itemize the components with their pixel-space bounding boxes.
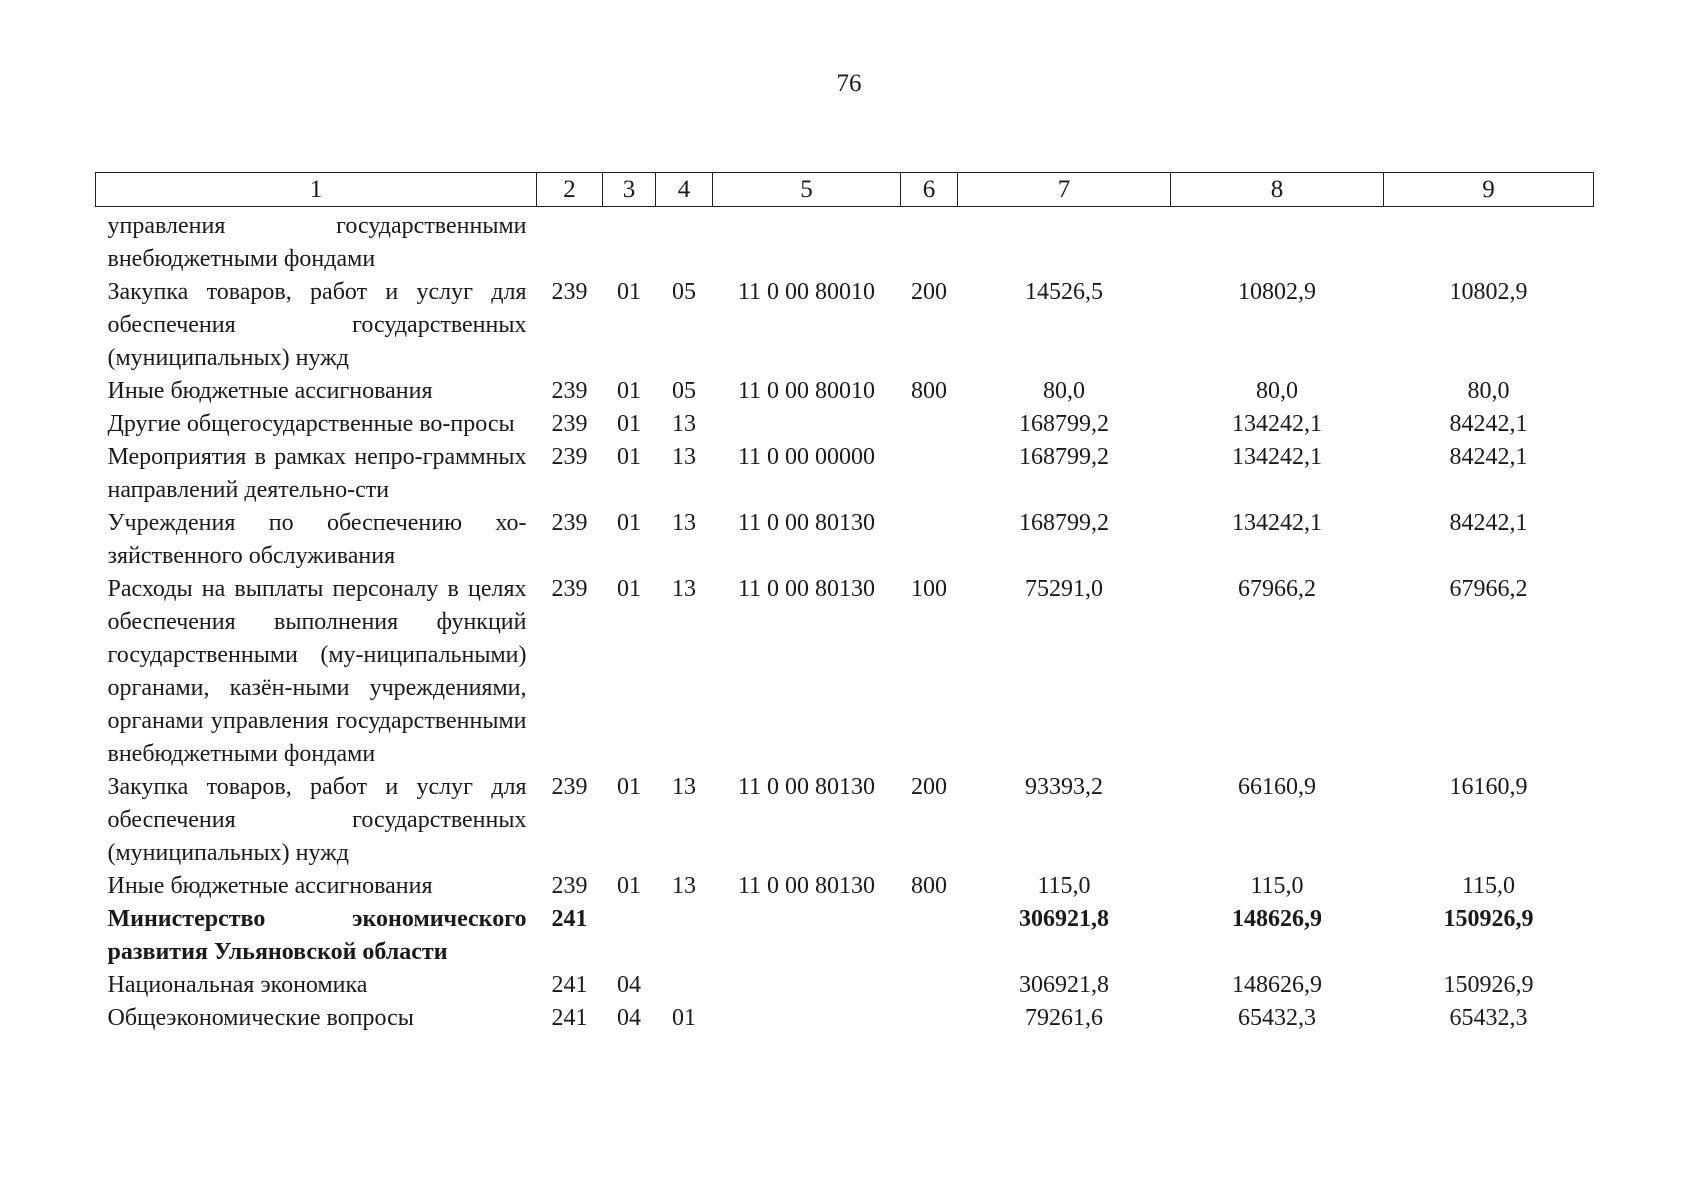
expense-type-code [901, 969, 958, 1002]
table-body [96, 207, 1594, 1036]
column-header: 8 [1171, 173, 1384, 207]
target-article-code: 11 0 00 80130 [737, 774, 876, 800]
amount-col7: 306921,8 [1019, 972, 1109, 998]
target-article-code: 11 0 00 80130 [737, 873, 876, 899]
amount-col9: 84242,1 [1449, 411, 1528, 437]
subsection-code [656, 207, 713, 277]
table-row [96, 375, 1594, 408]
row-name: управления государственными внебюджетными фондами [107, 213, 527, 272]
expense-type-code [901, 903, 958, 969]
row-name: Учреждения по обеспечению хо-зяйственного обслуживания [107, 510, 527, 569]
admin-code: 239 [551, 873, 588, 899]
table-row [96, 969, 1594, 1002]
admin-code: 241 [551, 972, 588, 998]
table-row [96, 441, 1594, 507]
section-code: 01 [617, 378, 641, 404]
amount-col7: 168799,2 [1019, 444, 1109, 470]
subsection-code: 13 [672, 873, 696, 899]
amount-col9: 80,0 [1467, 378, 1510, 404]
section-code: 01 [617, 279, 641, 305]
row-name: Иные бюджетные ассигнования [107, 378, 433, 404]
amount-col9: 84242,1 [1449, 444, 1528, 470]
target-article-code: 11 0 00 80130 [737, 510, 876, 536]
table-row [96, 573, 1594, 771]
subsection-code [656, 903, 713, 969]
section-code: 01 [617, 576, 641, 602]
section-code: 04 [617, 1005, 641, 1031]
amount-col7: 75291,0 [1025, 576, 1103, 602]
subsection-code: 13 [672, 510, 696, 536]
amount-col8: 148626,9 [1232, 906, 1322, 932]
amount-col9: 150926,9 [1443, 906, 1534, 932]
amount-col7: 306921,8 [1019, 906, 1109, 932]
admin-code: 239 [551, 444, 588, 470]
amount-col8: 67966,2 [1238, 576, 1316, 602]
subsection-code [656, 969, 713, 1002]
amount-col8: 134242,1 [1232, 444, 1322, 470]
row-name: Закупка товаров, работ и услуг для обеспечения государственных (муниципальных) нужд [107, 774, 527, 866]
target-article-code [713, 1002, 901, 1035]
target-article-code [713, 207, 901, 277]
table-row [96, 408, 1594, 441]
amount-col8: 66160,9 [1238, 774, 1316, 800]
amount-col9: 115,0 [1461, 873, 1516, 899]
amount-col7: 80,0 [1043, 378, 1085, 404]
amount-col7: 115,0 [1037, 873, 1091, 899]
section-code: 04 [617, 972, 641, 998]
row-name: Министерство экономического развития Ульяновской области [107, 906, 527, 965]
column-header: 6 [901, 173, 958, 207]
section-code: 01 [617, 444, 641, 470]
admin-code [537, 207, 603, 277]
admin-code: 241 [551, 1005, 588, 1031]
amount-col8: 134242,1 [1232, 411, 1322, 437]
subsection-code: 05 [672, 378, 696, 404]
row-name: Иные бюджетные ассигнования [107, 873, 433, 899]
target-article-code [713, 903, 901, 969]
row-name: Национальная экономика [107, 972, 368, 998]
subsection-code: 13 [672, 411, 696, 437]
page-number: 76 [836, 70, 862, 97]
table-row [96, 903, 1594, 969]
amount-col8 [1171, 207, 1384, 277]
amount-col9: 67966,2 [1449, 576, 1528, 602]
amount-col7: 168799,2 [1019, 510, 1109, 536]
subsection-code: 13 [672, 774, 696, 800]
table-row [96, 1002, 1594, 1035]
expense-type-code [901, 408, 958, 441]
table-row [96, 507, 1594, 573]
target-article-code [713, 969, 901, 1002]
table-row [96, 276, 1594, 375]
expense-type-code: 100 [911, 576, 947, 602]
target-article-code: 11 0 00 80010 [737, 378, 876, 404]
admin-code: 239 [551, 774, 588, 800]
section-code: 01 [617, 873, 641, 899]
amount-col9: 10802,9 [1449, 279, 1528, 305]
budget-table [95, 172, 1594, 1035]
section-code: 01 [617, 510, 641, 536]
row-name: Мероприятия в рамках непро-граммных направлений деятельно-сти [107, 444, 527, 503]
expense-type-code [901, 507, 958, 573]
section-code: 01 [617, 411, 641, 437]
admin-code: 239 [551, 576, 588, 602]
column-header: 4 [656, 173, 713, 207]
subsection-code: 13 [672, 444, 696, 470]
section-code [603, 903, 656, 969]
expense-type-code: 800 [911, 378, 947, 404]
column-header: 1 [96, 173, 537, 207]
target-article-code: 11 0 00 80130 [737, 576, 876, 602]
subsection-code: 01 [672, 1005, 696, 1031]
column-header: 7 [958, 173, 1171, 207]
target-article-code: 11 0 00 00000 [737, 444, 876, 470]
expense-type-code: 200 [911, 279, 947, 305]
admin-code: 239 [551, 411, 588, 437]
amount-col9 [1384, 207, 1594, 277]
table-row [96, 207, 1594, 277]
amount-col8: 134242,1 [1232, 510, 1322, 536]
amount-col7: 93393,2 [1025, 774, 1103, 800]
target-article-code: 11 0 00 80010 [737, 279, 876, 305]
section-code [603, 207, 656, 277]
amount-col7: 79261,6 [1025, 1005, 1103, 1031]
table-header-row [96, 173, 1594, 207]
row-name: Закупка товаров, работ и услуг для обеспечения государственных (муниципальных) нужд [107, 279, 527, 371]
target-article-code [713, 408, 901, 441]
amount-col8: 80,0 [1256, 378, 1298, 404]
expense-type-code [901, 207, 958, 277]
column-header: 3 [603, 173, 656, 207]
amount-col7: 168799,2 [1019, 411, 1109, 437]
amount-col8: 115,0 [1250, 873, 1304, 899]
admin-code: 239 [551, 378, 588, 404]
column-header: 9 [1384, 173, 1594, 207]
column-header: 5 [713, 173, 901, 207]
table-row [96, 870, 1594, 903]
amount-col7 [958, 207, 1171, 277]
row-name: Расходы на выплаты персоналу в целях обеспечения выполнения функций государственными (му-ниципальными) органами, казён-ными учреждениями, органами управления государственными внебюджетными фондами [107, 576, 527, 767]
column-header: 2 [537, 173, 603, 207]
amount-col7: 14526,5 [1025, 279, 1103, 305]
section-code: 01 [617, 774, 641, 800]
table-row [96, 771, 1594, 870]
admin-code: 241 [551, 906, 588, 932]
admin-code: 239 [551, 279, 588, 305]
amount-col8: 65432,3 [1238, 1005, 1316, 1031]
row-name: Общеэкономические вопросы [107, 1005, 414, 1031]
expense-type-code: 800 [911, 873, 947, 899]
amount-col8: 148626,9 [1232, 972, 1322, 998]
row-name: Другие общегосударственные во-просы [107, 411, 515, 437]
admin-code: 239 [551, 510, 588, 536]
subsection-code: 05 [672, 279, 696, 305]
expense-type-code: 200 [911, 774, 947, 800]
subsection-code: 13 [672, 576, 696, 602]
expense-type-code [901, 441, 958, 507]
amount-col8: 10802,9 [1238, 279, 1316, 305]
amount-col9: 84242,1 [1449, 510, 1528, 536]
amount-col9: 65432,3 [1449, 1005, 1528, 1031]
amount-col9: 150926,9 [1443, 972, 1534, 998]
expense-type-code [901, 1002, 958, 1035]
amount-col9: 16160,9 [1449, 774, 1528, 800]
